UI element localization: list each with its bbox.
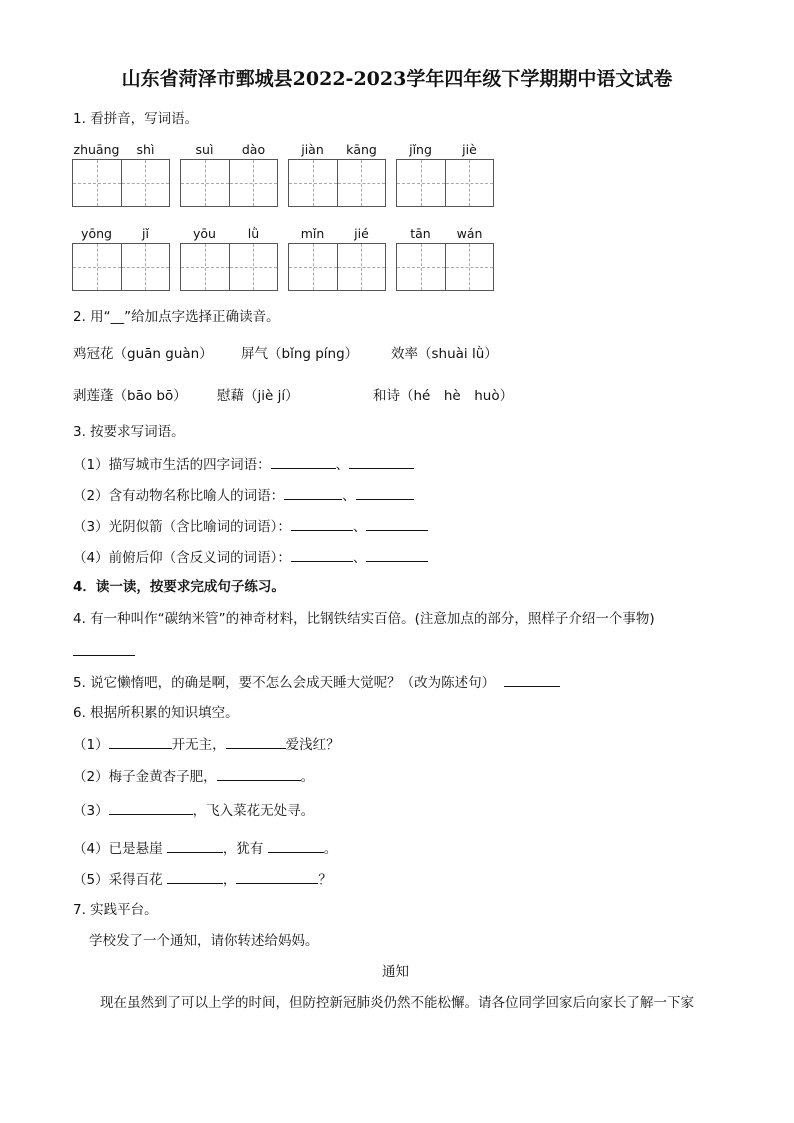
pinyin: jiàn <box>301 142 324 157</box>
answer-blank[interactable] <box>366 547 428 562</box>
pinyin: yōu <box>193 226 216 241</box>
pinyin: dào <box>241 142 266 157</box>
writing-grid[interactable] <box>288 243 386 291</box>
writing-cell[interactable] <box>73 160 122 206</box>
q6-item-text: 。 <box>300 769 315 785</box>
pinyin: yōng <box>81 226 112 241</box>
reading-option: 和诗（hé hè huò） <box>373 388 514 404</box>
q3-item <box>73 516 428 536</box>
pinyin: mǐn <box>300 226 325 241</box>
q6-item <box>73 869 332 889</box>
pinyin: tān <box>410 226 431 241</box>
reading-option: 鸡冠花（guān guàn） <box>73 346 213 362</box>
q6-item-text: ？ <box>318 872 332 888</box>
q6-item-text: （3） <box>73 803 109 819</box>
writing-cell[interactable] <box>289 244 338 290</box>
q6-item <box>73 734 340 754</box>
writing-cell[interactable] <box>230 160 277 206</box>
answer-blank[interactable] <box>226 734 286 749</box>
writing-cell[interactable] <box>73 244 122 290</box>
q6-item-text: （2）梅子金黄杏子肥， <box>73 769 217 785</box>
q1-label: 1. 看拼音，写词语。 <box>73 111 199 127</box>
notice-title: 通知 <box>382 964 409 980</box>
answer-blank[interactable] <box>236 869 318 884</box>
q2-label: 2. 用“__”给加点字选择正确读音。 <box>73 309 280 325</box>
q4-text: 4. 有一种叫作“碳纳米管”的神奇材料，比钢铁结实百倍。(注意加点的部分，照样子介绍一个事物) <box>73 611 655 627</box>
q6-item-text: ，犹有 <box>222 841 264 857</box>
reading-option: 屏气（bǐng píng） <box>241 346 359 362</box>
writing-cell[interactable] <box>181 244 230 290</box>
writing-grid[interactable] <box>288 159 386 207</box>
writing-cell[interactable] <box>289 160 338 206</box>
pinyin: jǐng <box>409 142 432 157</box>
answer-blank[interactable] <box>356 485 414 500</box>
writing-grid[interactable] <box>396 243 494 291</box>
writing-cell[interactable] <box>338 244 385 290</box>
q6-item-text: ， <box>222 872 237 888</box>
q3-item-text: （3）光阴似箭（含比喻词的词语）： <box>73 519 291 535</box>
q6-item-text: 。 <box>323 841 338 857</box>
writing-grid[interactable] <box>72 243 170 291</box>
separator: 、 <box>335 457 350 473</box>
q6-item-text: （4）已是悬崖 <box>73 841 163 857</box>
writing-cell[interactable] <box>338 160 385 206</box>
pinyin: suì <box>195 142 214 157</box>
reading-option: 剥莲蓬（bāo bō） <box>73 388 187 404</box>
writing-cell[interactable] <box>230 244 277 290</box>
writing-grid[interactable] <box>72 159 170 207</box>
pinyin: kāng <box>346 142 377 157</box>
reading-option: 慰藉（jiè jí） <box>217 388 299 404</box>
pinyin: wán <box>456 226 483 241</box>
answer-blank[interactable] <box>167 869 223 884</box>
exam-title: 山东省菏泽市鄄城县2022-2023学年四年级下学期期中语文试卷 <box>121 68 673 90</box>
writing-cell[interactable] <box>397 160 446 206</box>
q4-answer-line <box>73 641 135 661</box>
q3-item-text: （4）前俯后仰（含反义词的词语）： <box>73 550 291 566</box>
writing-grid[interactable] <box>396 159 494 207</box>
pinyin: zhuāng <box>73 142 120 157</box>
notice-body: 现在虽然到了可以上学的时间，但防控新冠肺炎仍然不能松懈。请各位同学回家后向家长了解一下家 <box>100 995 694 1011</box>
answer-blank[interactable] <box>349 454 414 469</box>
answer-blank[interactable] <box>73 641 135 656</box>
answer-blank[interactable] <box>217 766 301 781</box>
pinyin: jǐ <box>142 226 149 241</box>
answer-blank[interactable] <box>291 516 353 531</box>
separator: 、 <box>352 550 367 566</box>
writing-cell[interactable] <box>122 160 169 206</box>
writing-cell[interactable] <box>181 160 230 206</box>
q5-line <box>73 672 560 692</box>
q6-item <box>73 800 314 820</box>
q6-item-text: 爱浅红？ <box>285 737 340 753</box>
pinyin: jié <box>354 226 369 241</box>
separator: 、 <box>342 488 356 504</box>
pinyin: jiè <box>462 142 477 157</box>
writing-grid[interactable] <box>180 243 278 291</box>
writing-cell[interactable] <box>397 244 446 290</box>
q6-item-text: （1） <box>73 737 109 753</box>
q3-item <box>73 485 414 505</box>
q6-item-text: 开无主， <box>171 737 226 753</box>
q6-item <box>73 766 314 786</box>
section-heading: 4．读一读，按要求完成句子练习。 <box>73 579 285 595</box>
q7-label: 7. 实践平台。 <box>73 902 158 918</box>
q6-item <box>73 838 337 858</box>
writing-cell[interactable] <box>446 244 493 290</box>
q6-item-text: （5）采得百花 <box>73 872 163 888</box>
answer-blank[interactable] <box>291 547 353 562</box>
q7-intro: 学校发了一个通知，请你转述给妈妈。 <box>89 933 319 949</box>
answer-blank[interactable] <box>167 838 223 853</box>
q6-label: 6. 根据所积累的知识填空。 <box>73 705 239 721</box>
q3-item-text: （1）描写城市生活的四字词语： <box>73 457 271 473</box>
answer-blank[interactable] <box>271 454 336 469</box>
pinyin: lǜ <box>247 226 260 241</box>
pinyin: shì <box>136 142 155 157</box>
answer-blank[interactable] <box>109 734 172 749</box>
separator: 、 <box>352 519 367 535</box>
q6-item-text: ，飞入菜花无处寻 <box>192 803 301 819</box>
q3-label: 3. 按要求写词语。 <box>73 424 185 440</box>
writing-grid[interactable] <box>180 159 278 207</box>
reading-option: 效率（shuài lǜ） <box>391 346 498 362</box>
answer-blank[interactable] <box>284 485 342 500</box>
answer-blank[interactable] <box>268 838 324 853</box>
q5-text: 5. 说它懒惰吧，的确是啊，要不怎么会成天睡大觉呢？（改为陈述句） <box>73 675 496 691</box>
writing-cell[interactable] <box>122 244 169 290</box>
q6-item-text: 。 <box>300 803 315 819</box>
q3-item-text: （2）含有动物名称比喻人的词语： <box>73 488 285 504</box>
writing-cell[interactable] <box>446 160 493 206</box>
q3-item <box>73 547 428 567</box>
answer-blank[interactable] <box>504 672 560 687</box>
q3-item <box>73 454 414 474</box>
answer-blank[interactable] <box>109 800 193 815</box>
answer-blank[interactable] <box>366 516 428 531</box>
